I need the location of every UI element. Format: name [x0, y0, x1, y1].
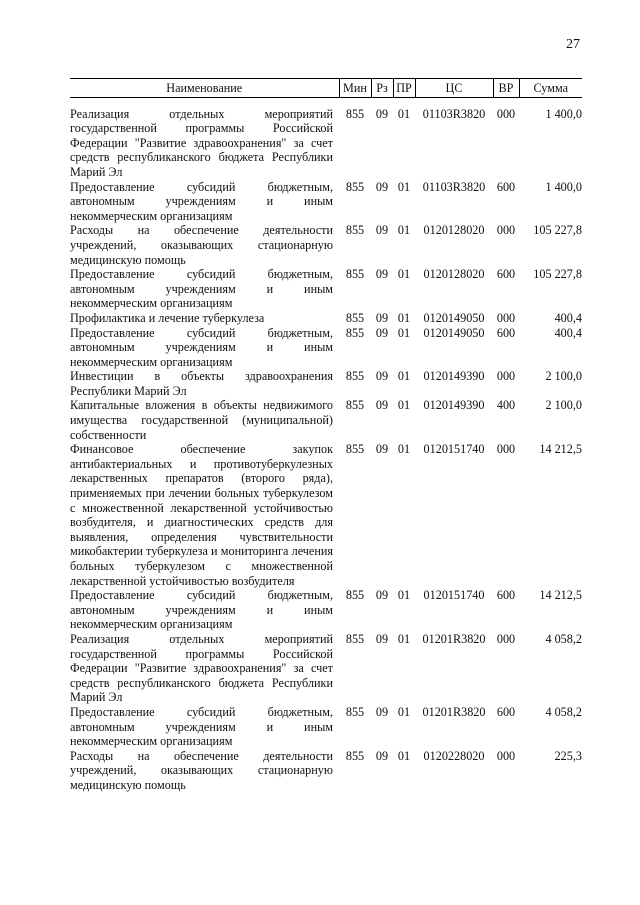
row-sum: 4 058,2	[545, 631, 582, 646]
row-min: 855	[345, 310, 365, 325]
table-row	[70, 705, 582, 749]
table-row	[70, 180, 582, 224]
row-rz: 09	[375, 442, 389, 457]
row-rz: 09	[375, 369, 389, 384]
row-sum: 1 400,0	[545, 106, 582, 121]
table-row	[70, 267, 582, 311]
row-name: Реализация отдельных мероприятий государственной программы Российской Федерации "Развитие здравоохранения" за счет средств республиканского бюджета Республики Марий Эл	[70, 106, 333, 179]
row-vr: 600	[496, 325, 516, 340]
row-min: 855	[345, 179, 365, 194]
row-cs: 0120128020	[423, 267, 485, 282]
row-name: Финансовое обеспечение закупок антибактериальных и противотуберкулезных лекарственных препаратов (второго ряда), применяемых при лечении больных туберкулезом с множественной лекарственной устойчивостью возбудителя, и диагностических средств для выявления, определения чувствительности микобактерии туберкулеза и мониторинга лечения больных туберкулезом с множественной лекарственной устойчивостью возбудителя	[70, 442, 333, 588]
row-pr: 01	[397, 748, 411, 763]
row-name: Профилактика и лечение туберкулеза	[70, 310, 265, 325]
header-min: Мин	[339, 79, 371, 98]
row-pr: 01	[397, 267, 411, 282]
row-min: 855	[345, 223, 365, 238]
row-vr: 000	[496, 223, 516, 238]
row-name: Реализация отдельных мероприятий государственной программы Российской Федерации "Развитие здравоохранения" за счет средств республиканского бюджета Республики Марий Эл	[70, 631, 333, 705]
row-sum: 400,4	[554, 325, 582, 340]
row-name: Предоставление субсидий бюджетным, автономным учреждениям и иным некоммерческим организациям	[70, 267, 333, 311]
row-vr: 400	[496, 398, 516, 413]
row-name: Расходы на обеспечение деятельности учреждений, оказывающих стационарную медицинскую помощь	[70, 748, 333, 792]
row-vr: 000	[496, 369, 516, 384]
table-row	[70, 749, 582, 793]
row-cs: 0120149390	[423, 398, 485, 413]
row-vr: 600	[496, 704, 516, 719]
row-min: 855	[345, 631, 365, 646]
row-min: 855	[345, 398, 365, 413]
row-cs: 0120128020	[423, 223, 485, 238]
row-name: Инвестиции в объекты здравоохранения Республики Марий Эл	[70, 369, 333, 398]
row-rz: 09	[375, 179, 389, 194]
row-sum: 225,3	[554, 748, 582, 763]
table-row	[70, 632, 582, 705]
row-min: 855	[345, 325, 365, 340]
row-min: 855	[345, 106, 365, 121]
header-sum: Сумма	[519, 79, 582, 98]
header-vr: ВР	[493, 79, 519, 98]
row-min: 855	[345, 267, 365, 282]
row-pr: 01	[397, 106, 411, 121]
row-cs: 01201R3820	[422, 704, 486, 719]
row-name: Расходы на обеспечение деятельности учреждений, оказывающих стационарную медицинскую помощь	[70, 223, 333, 267]
table-row	[70, 223, 582, 267]
row-vr: 000	[496, 631, 516, 646]
row-vr: 000	[496, 106, 516, 121]
header-pr: ПР	[393, 79, 415, 98]
table-row	[70, 398, 582, 442]
header-rz: Рз	[371, 79, 393, 98]
row-rz: 09	[375, 748, 389, 763]
row-pr: 01	[397, 223, 411, 238]
row-rz: 09	[375, 704, 389, 719]
row-vr: 600	[496, 179, 516, 194]
table-row	[70, 97, 582, 179]
table-row	[70, 369, 582, 398]
row-pr: 01	[397, 398, 411, 413]
row-cs: 0120151740	[423, 588, 485, 603]
row-name: Предоставление субсидий бюджетным, автономным учреждениям и иным некоммерческим организациям	[70, 325, 333, 369]
table-header	[70, 79, 582, 98]
row-cs: 01201R3820	[422, 631, 486, 646]
row-pr: 01	[397, 325, 411, 340]
row-rz: 09	[375, 398, 389, 413]
row-rz: 09	[375, 223, 389, 238]
row-sum: 2 100,0	[545, 398, 582, 413]
table-row	[70, 311, 582, 326]
row-sum: 1 400,0	[545, 179, 582, 194]
row-rz: 09	[375, 267, 389, 282]
row-sum: 105 227,8	[533, 223, 582, 238]
row-cs: 0120228020	[423, 748, 485, 763]
row-min: 855	[345, 704, 365, 719]
row-pr: 01	[397, 310, 411, 325]
row-sum: 4 058,2	[545, 704, 582, 719]
row-rz: 09	[375, 310, 389, 325]
row-vr: 000	[496, 748, 516, 763]
row-cs: 0120149050	[423, 325, 485, 340]
row-cs: 0120149050	[423, 310, 485, 325]
row-sum: 14 212,5	[539, 588, 582, 603]
row-pr: 01	[397, 179, 411, 194]
row-vr: 600	[496, 267, 516, 282]
row-name: Предоставление субсидий бюджетным, автономным учреждениям и иным некоммерческим организациям	[70, 179, 333, 223]
row-sum: 105 227,8	[533, 267, 582, 282]
row-rz: 09	[375, 106, 389, 121]
row-name: Предоставление субсидий бюджетным, автономным учреждениям и иным некоммерческим организациям	[70, 704, 333, 749]
row-cs: 0120149390	[423, 369, 485, 384]
row-cs: 0120151740	[423, 442, 485, 457]
row-pr: 01	[397, 442, 411, 457]
row-vr: 000	[496, 310, 516, 325]
table-row	[70, 588, 582, 632]
page-number: 27	[566, 37, 580, 52]
budget-table	[70, 78, 582, 793]
row-rz: 09	[375, 588, 389, 603]
row-rz: 09	[375, 325, 389, 340]
row-cs: 01103R3820	[422, 106, 486, 121]
row-sum: 2 100,0	[545, 369, 582, 384]
row-name: Предоставление субсидий бюджетным, автономным учреждениям и иным некоммерческим организациям	[70, 588, 333, 632]
row-pr: 01	[397, 369, 411, 384]
row-min: 855	[345, 748, 365, 763]
table-body	[70, 97, 582, 792]
row-vr: 600	[496, 588, 516, 603]
row-sum: 400,4	[554, 310, 582, 325]
header-name: Наименование	[70, 79, 339, 98]
header-cs: ЦС	[415, 79, 493, 98]
row-pr: 01	[397, 631, 411, 646]
row-name: Капитальные вложения в объекты недвижимого имущества государственной (муниципальной) собственности	[70, 398, 333, 442]
row-rz: 09	[375, 631, 389, 646]
row-pr: 01	[397, 588, 411, 603]
row-vr: 000	[496, 442, 516, 457]
row-pr: 01	[397, 704, 411, 719]
row-sum: 14 212,5	[539, 442, 582, 457]
table-row	[70, 326, 582, 370]
row-min: 855	[345, 442, 365, 457]
table-row	[70, 442, 582, 588]
row-cs: 01103R3820	[422, 179, 486, 194]
row-min: 855	[345, 588, 365, 603]
row-min: 855	[345, 369, 365, 384]
